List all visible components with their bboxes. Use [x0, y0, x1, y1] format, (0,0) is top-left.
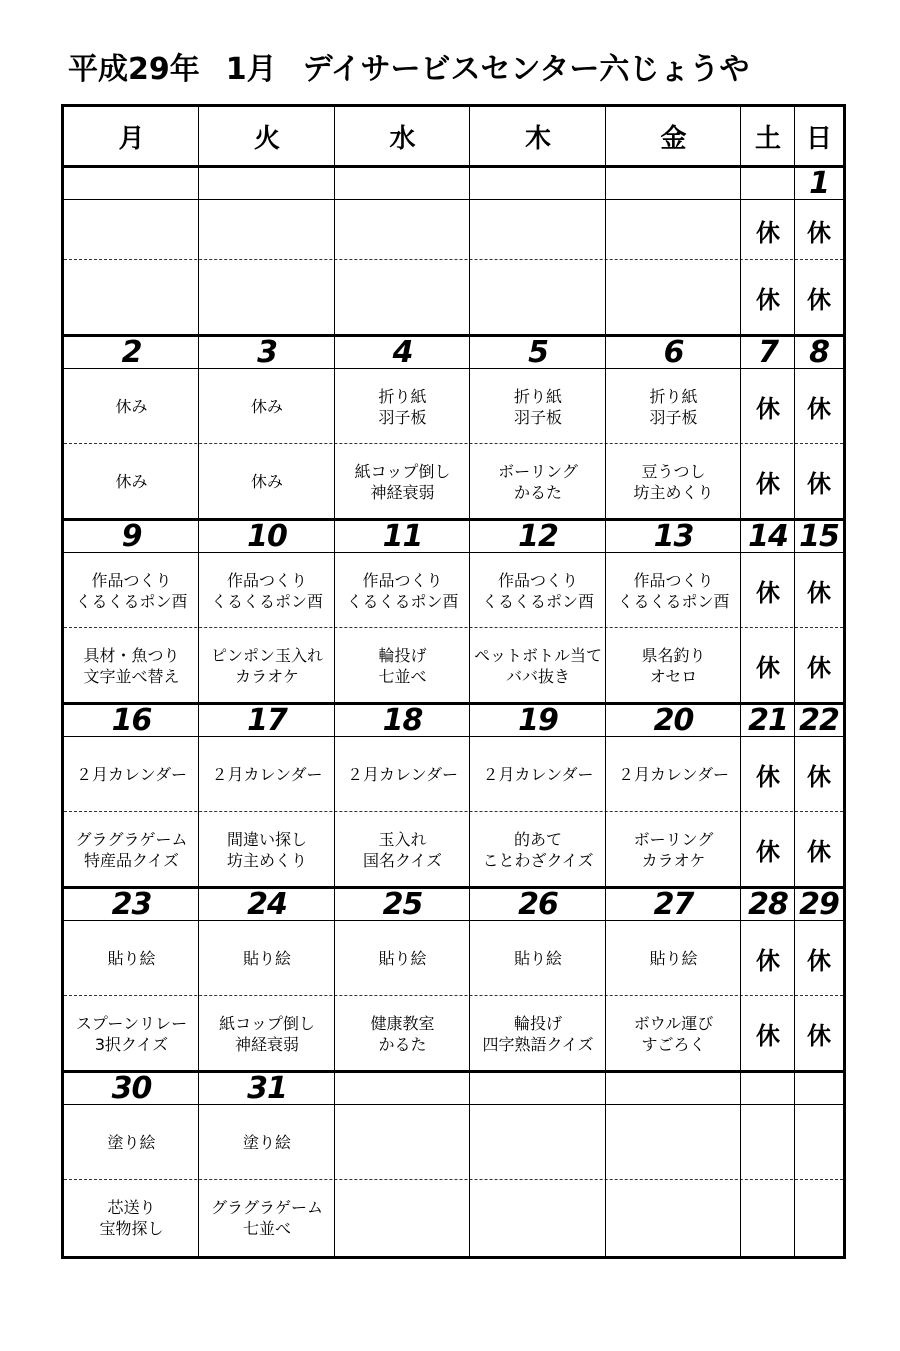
date-number: 31 — [247, 1070, 287, 1106]
date-number: 10 — [247, 518, 287, 554]
afternoon-activity: ペットボトル当て ババ抜き — [473, 645, 602, 686]
closed-mark: 休 — [756, 1022, 780, 1050]
date-number: 26 — [518, 886, 558, 922]
weekday-header-3: 水 — [389, 124, 416, 154]
closed-mark: 休 — [807, 395, 831, 423]
closed-mark: 休 — [807, 579, 831, 607]
afternoon-activity: 輪投げ 四字熟語クイズ — [482, 1013, 594, 1054]
calendar-grid — [61, 104, 846, 1259]
closed-mark: 休 — [807, 838, 831, 866]
column-divider — [469, 107, 470, 1256]
weekday-header-2: 火 — [253, 124, 280, 154]
closed-mark: 休 — [807, 763, 831, 791]
date-number: 8 — [809, 334, 829, 370]
weekday-header-7: 日 — [805, 124, 832, 154]
column-divider — [605, 107, 606, 1256]
date-number — [64, 166, 199, 200]
closed-mark: 休 — [756, 395, 780, 423]
afternoon-activity — [470, 1180, 606, 1255]
date-number — [795, 1071, 843, 1105]
date-number: 23 — [111, 886, 152, 922]
date-number: 1 — [809, 165, 829, 201]
title-facility: デイサービスセンター六じょうや — [302, 52, 750, 87]
morning-activity: 折り紙 羽子板 — [649, 386, 698, 427]
afternoon-activity: 間違い探し 坊主めくり — [226, 829, 307, 870]
date-number: 3 — [257, 334, 277, 370]
closed-mark: 休 — [756, 654, 780, 682]
afternoon-activity: 休み — [115, 472, 148, 491]
afternoon-activity: グラグラゲーム 七並べ — [210, 1197, 323, 1238]
morning-activity: 貼り絵 — [107, 949, 156, 968]
closed-mark: 休 — [807, 218, 831, 247]
date-number: 25 — [382, 886, 423, 922]
afternoon-activity — [470, 260, 606, 335]
afternoon-activity — [199, 260, 335, 335]
closed-mark: 休 — [756, 947, 780, 975]
date-number — [335, 1071, 470, 1105]
date-number: 2 — [121, 334, 142, 370]
date-number: 12 — [518, 518, 558, 554]
afternoon-activity: 輪投げ 七並べ — [378, 645, 427, 686]
closed-mark — [741, 1180, 795, 1255]
date-number: 6 — [663, 334, 684, 370]
closed-mark — [795, 1105, 843, 1180]
afternoon-activity: ピンポン玉入れ カラオケ — [210, 645, 323, 686]
morning-activity: 作品つくり くるくるポン酉 — [346, 570, 459, 611]
closed-mark: 休 — [756, 763, 780, 791]
date-number: 9 — [121, 518, 142, 554]
date-number — [335, 166, 470, 200]
date-number — [470, 166, 606, 200]
weekday-header-5: 金 — [660, 124, 687, 154]
morning-activity — [606, 200, 741, 260]
date-number: 14 — [748, 518, 788, 554]
morning-activity — [470, 200, 606, 260]
date-number — [741, 166, 795, 200]
afternoon-activity: ボーリング かるた — [498, 461, 578, 502]
title-era-year: 平成29年 — [68, 52, 200, 87]
afternoon-activity: 具材・魚つり 文字並べ替え — [83, 645, 180, 686]
morning-activity: 塗り絵 — [107, 1133, 156, 1152]
title-month: 1月 — [225, 52, 277, 87]
weekday-header-6: 土 — [754, 124, 781, 154]
date-number: 28 — [748, 886, 788, 922]
morning-activity: 作品つくり くるくるポン酉 — [210, 570, 323, 611]
afternoon-activity: ボウル運び すごろく — [633, 1013, 714, 1054]
closed-mark — [741, 1105, 795, 1180]
morning-activity: 作品つくり くるくるポン酉 — [617, 570, 730, 611]
date-number: 11 — [382, 518, 423, 554]
morning-activity — [470, 1105, 606, 1180]
morning-activity — [606, 1105, 741, 1180]
afternoon-activity: ボーリング カラオケ — [633, 829, 714, 870]
weekday-header-1: 月 — [118, 124, 145, 154]
weekday-header-4: 木 — [524, 124, 551, 154]
closed-mark: 休 — [807, 947, 831, 975]
date-number: 15 — [799, 518, 839, 554]
date-number — [741, 1071, 795, 1105]
date-number: 5 — [528, 334, 548, 370]
date-number — [199, 166, 335, 200]
date-number — [606, 1071, 741, 1105]
morning-activity: ２月カレンダー — [211, 765, 323, 784]
closed-mark: 休 — [756, 286, 780, 314]
afternoon-activity: 紙コップ倒し 神経衰弱 — [219, 1013, 315, 1054]
closed-mark: 休 — [807, 654, 831, 682]
morning-activity: 貼り絵 — [513, 949, 562, 968]
date-number: 17 — [247, 702, 287, 738]
date-number: 22 — [799, 702, 839, 738]
date-number — [470, 1071, 606, 1105]
morning-activity: ２月カレンダー — [347, 765, 458, 784]
afternoon-activity: 県名釣り オセロ — [641, 645, 706, 686]
afternoon-activity — [606, 1180, 741, 1255]
morning-activity: 作品つくり くるくるポン酉 — [75, 570, 188, 611]
afternoon-activity: 紙コップ倒し 神経衰弱 — [354, 461, 451, 502]
column-divider — [334, 107, 335, 1256]
closed-mark: 休 — [756, 470, 780, 498]
morning-activity: 折り紙 羽子板 — [513, 386, 562, 427]
morning-activity: ２月カレンダー — [482, 765, 594, 784]
morning-activity: 貼り絵 — [378, 949, 427, 968]
morning-activity: 作品つくり くるくるポン酉 — [481, 570, 594, 611]
afternoon-activity: 玉入れ 国名クイズ — [362, 829, 443, 870]
closed-mark: 休 — [807, 286, 831, 314]
date-number — [606, 166, 741, 200]
closed-mark: 休 — [807, 470, 831, 498]
date-number: 18 — [382, 702, 423, 738]
date-number: 24 — [247, 886, 287, 922]
morning-activity: ２月カレンダー — [76, 765, 187, 784]
closed-mark — [795, 1180, 843, 1255]
date-number: 29 — [799, 886, 839, 922]
afternoon-activity — [64, 260, 199, 335]
morning-activity — [199, 200, 335, 260]
date-number: 16 — [111, 702, 152, 738]
column-divider — [794, 107, 795, 1256]
date-number: 27 — [653, 886, 694, 922]
afternoon-activity: 豆うつし 坊主めくり — [633, 461, 714, 502]
afternoon-activity: 芯送り 宝物探し — [99, 1197, 164, 1238]
afternoon-activity — [335, 260, 470, 335]
date-number: 19 — [518, 702, 558, 738]
morning-activity: 貼り絵 — [242, 949, 291, 968]
closed-mark: 休 — [756, 218, 780, 247]
date-number: 7 — [758, 334, 778, 370]
morning-activity: 折り紙 羽子板 — [378, 386, 427, 427]
closed-mark: 休 — [756, 579, 780, 607]
column-divider — [198, 107, 199, 1256]
page-title — [68, 44, 749, 92]
closed-mark: 休 — [807, 1022, 831, 1050]
morning-activity: 塗り絵 — [242, 1133, 291, 1152]
afternoon-activity: 休み — [250, 472, 283, 491]
date-number: 30 — [111, 1070, 152, 1106]
afternoon-activity: グラグラゲーム 特産品クイズ — [75, 829, 188, 870]
morning-activity: 貼り絵 — [649, 949, 698, 968]
date-number: 21 — [748, 702, 788, 738]
morning-activity: 休み — [250, 397, 283, 416]
afternoon-activity: 健康教室 かるた — [370, 1013, 435, 1054]
afternoon-activity: 的あて ことわざクイズ — [482, 829, 594, 870]
morning-activity: ２月カレンダー — [618, 765, 729, 784]
morning-activity: 休み — [115, 397, 148, 416]
date-number: 20 — [653, 702, 694, 738]
morning-activity — [335, 200, 470, 260]
afternoon-activity — [335, 1180, 470, 1255]
afternoon-activity — [606, 260, 741, 335]
morning-activity — [64, 200, 199, 260]
closed-mark: 休 — [756, 838, 780, 866]
morning-activity — [335, 1105, 470, 1180]
afternoon-activity: スプーンリレー 3択クイズ — [75, 1013, 188, 1054]
date-number: 13 — [653, 518, 694, 554]
column-divider — [740, 107, 741, 1256]
date-number: 4 — [392, 334, 413, 370]
